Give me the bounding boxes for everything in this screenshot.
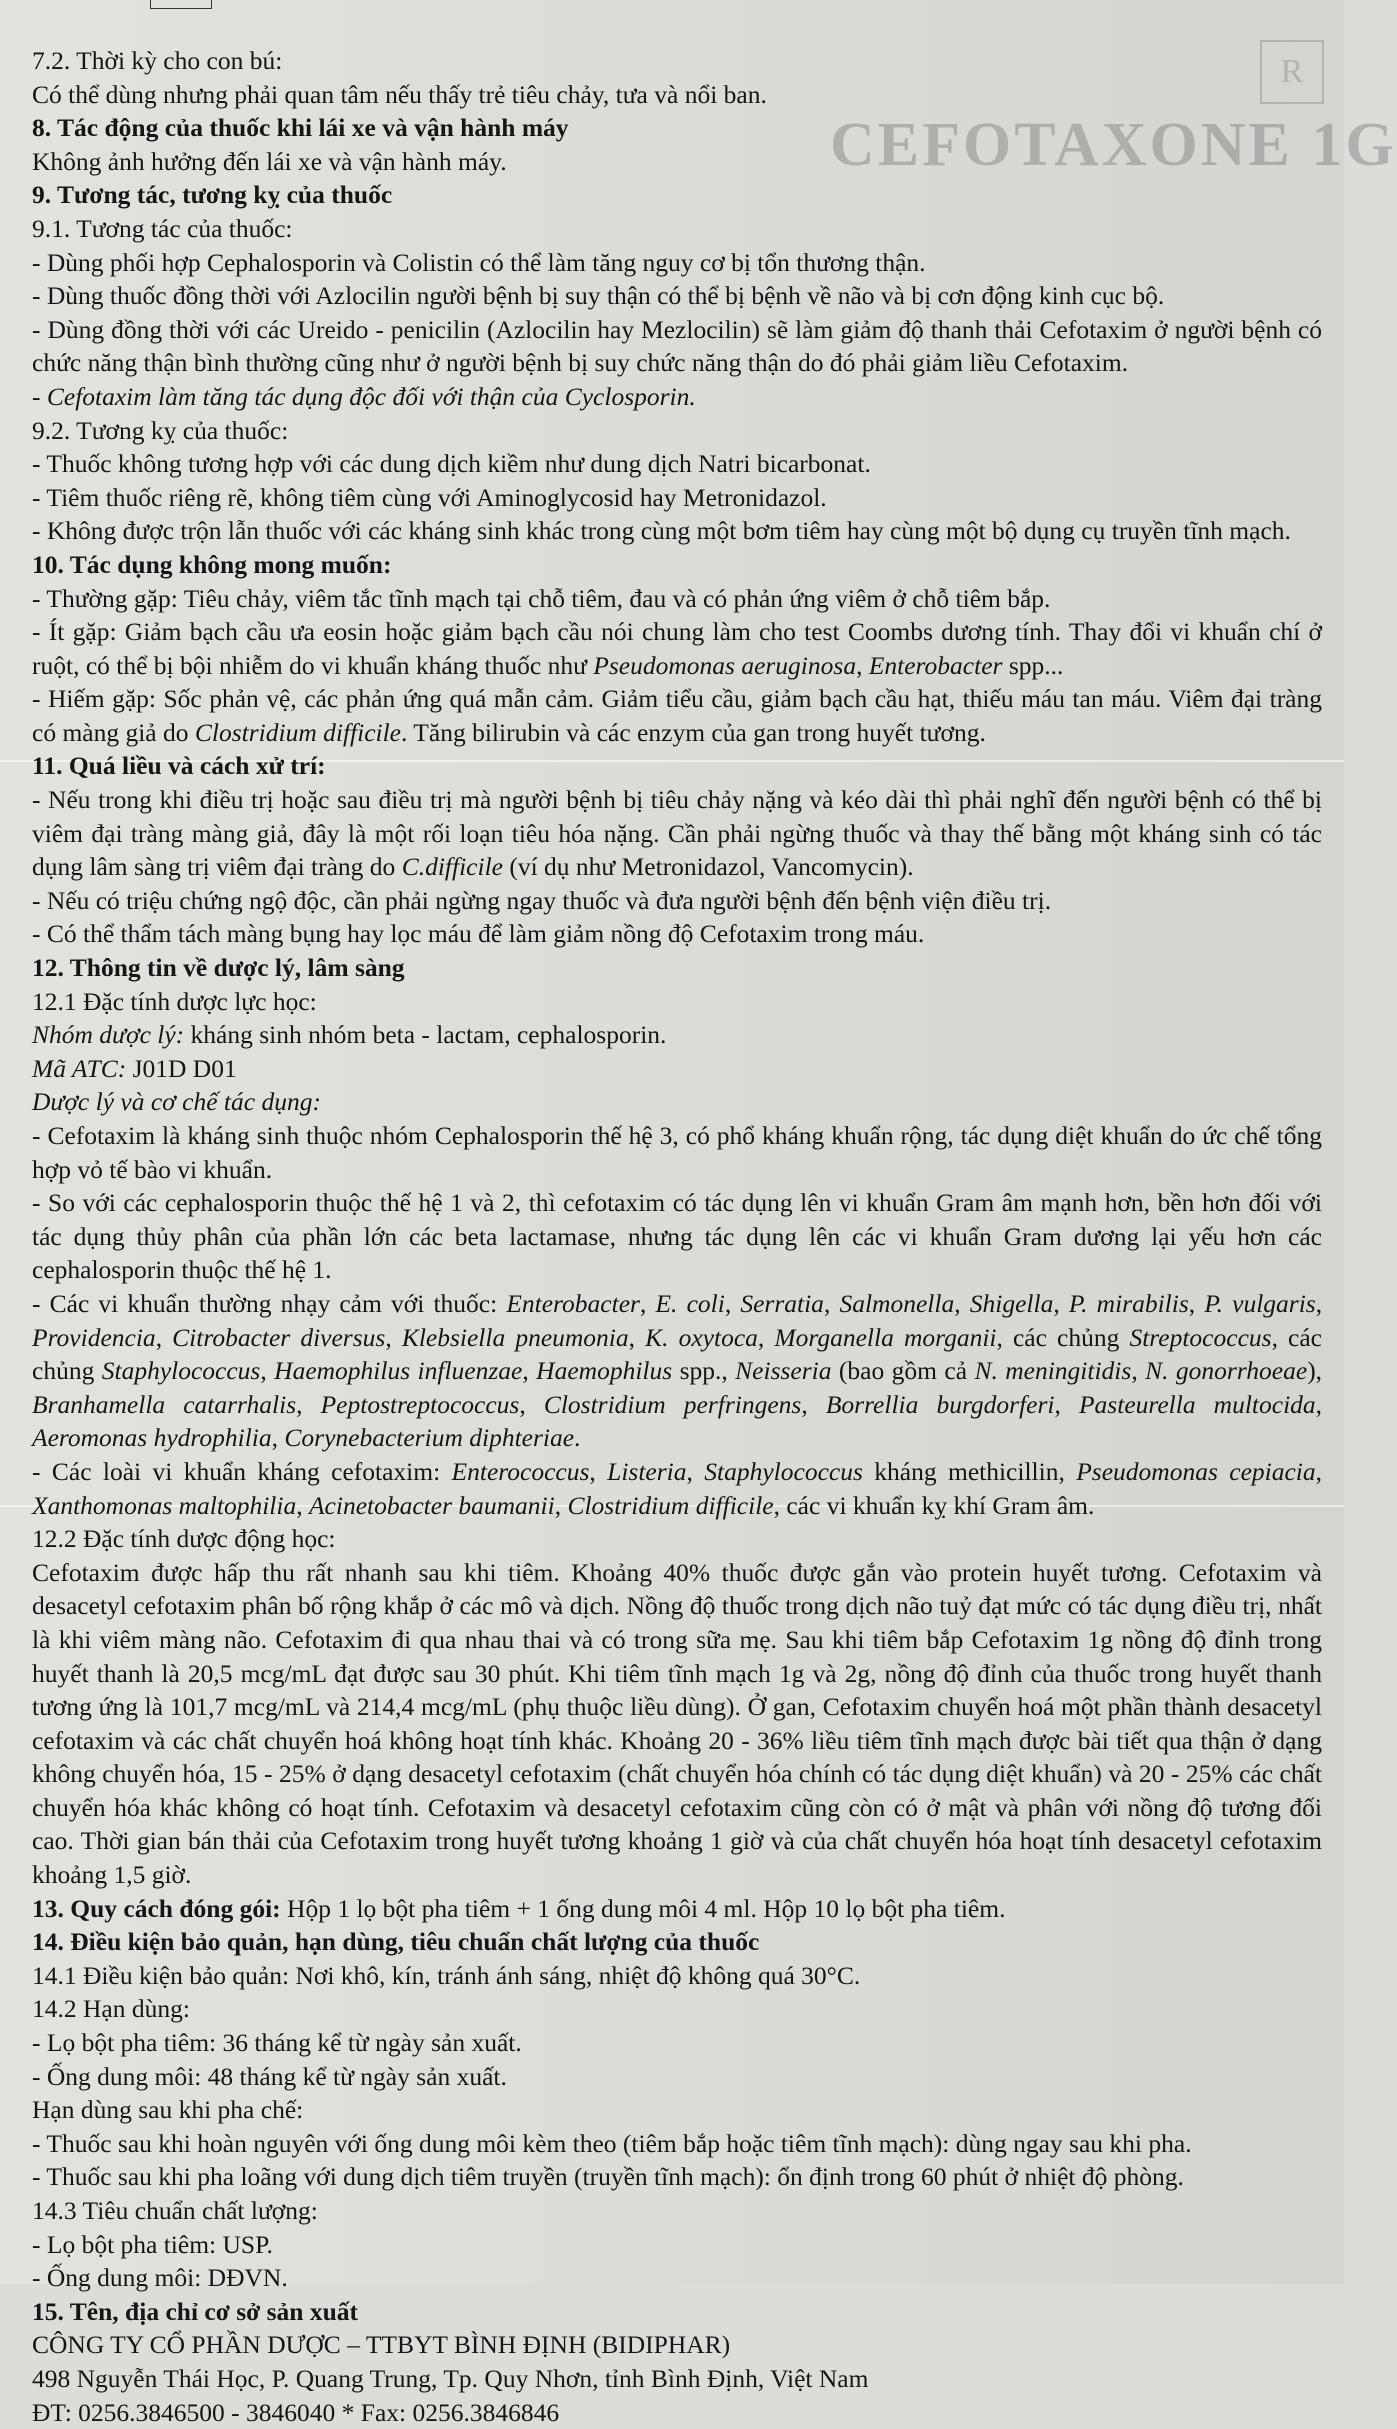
text-line: 498 Nguyễn Thái Học, P. Quang Trung, Tp. Quy Nhơn, tỉnh Bình Định, Việt Nam [32,2363,869,2393]
section-heading: 12. Thông tin về dược lý, lâm sàng [32,953,405,983]
rx-mark: R [1260,40,1324,104]
section-heading: 14. Điều kiện bảo quản, hạn dùng, tiêu chuẩn chất lượng của thuốc [32,1927,760,1957]
text-line: Nhóm dược lý: kháng sinh nhóm beta - lactam, cephalosporin. [32,1020,667,1050]
text-line: - Có thể thẩm tách màng bụng hay lọc máu để làm giảm nồng độ Cefotaxim trong máu. [32,919,925,949]
section-heading: 15. Tên, địa chỉ cơ sở sản xuất [32,2296,359,2326]
text-line: 9.1. Tương tác của thuốc: [32,213,293,243]
text-line: 14.1 Điều kiện bảo quản: Nơi khô, kín, tránh ánh sáng, nhiệt độ không quá 30°C. [32,1960,861,1990]
text-line: CÔNG TY CỔ PHẦN DƯỢC – TTBYT BÌNH ĐỊNH (BIDIPHAR) [32,2330,731,2360]
italic-line: - Cefotaxim làm tăng tác dụng độc đối với thận của Cyclosporin. [32,381,696,411]
text-line: - Thường gặp: Tiêu chảy, viêm tắc tĩnh mạch tại chỗ tiêm, đau và có phản ứng viêm ở chỗ tiêm bắp. [32,583,1051,613]
text-line: - Thuốc sau khi hoàn nguyên với ống dung môi kèm theo (tiêm bắp hoặc tiêm tĩnh mạch): dùng ngay sau khi pha. [32,2128,1192,2158]
paragraph: - Ít gặp: Giảm bạch cầu ưa eosin hoặc giảm bạch cầu nói chung làm cho test Coombs dương tính. Thay đổi vi khuẩn chí ở ruột, có thể bị bội nhiễm do vi khuẩn kháng thuốc như Pseudomonas aeruginosa, Enterobacter spp... [32,617,1322,680]
section-heading: 10. Tác dụng không mong muốn: [32,549,392,579]
text-line: - Thuốc không tương hợp với các dung dịch kiềm như dung dịch Natri bicarbonat. [32,449,871,479]
section-heading: 11. Quá liều và cách xử trí: [32,751,326,781]
text-line: - Nếu có triệu chứng ngộ độc, cần phải ngừng ngay thuốc và đưa người bệnh đến bệnh viện điều trị. [32,885,1052,915]
text-line: 7.2. Thời kỳ cho con bú: [32,46,283,75]
text-line: Hạn dùng sau khi pha chế: [32,2095,304,2125]
text-line: - Ống dung môi: DĐVN. [32,2263,288,2293]
text-line: Mã ATC: J01D D01 [32,1053,237,1083]
text-line: 12.2 Đặc tính dược động học: [32,1524,336,1554]
paragraph: Cefotaxim được hấp thu rất nhanh sau khi tiêm. Khoảng 40% thuốc được gắn vào protein huyết tương. Cefotaxim và desacetyl cefotaxim phân bố rộng khắp ở các mô và dịch. Nồng độ thuốc trong dịch não tuỷ đạt mức có tác dụng điều trị, nhất là khi viêm màng não. Cefotaxim đi qua nhau thai và có trong sữa mẹ. Sau khi tiêm bắp Cefotaxim 1g nồng độ đỉnh trong huyết thanh là 20,5 mcg/mL đạt được sau 30 phút. Khi tiêm tĩnh mạch 1g và 2g, nồng độ đỉnh của thuốc trong huyết thanh tương ứng là 101,7 mcg/mL và 214,4 mcg/mL (phụ thuộc liều dùng). Ở gan, Cefotaxim chuyển hoá một phần thành desacetyl cefotaxim và các chất chuyển hoá không hoạt tính khác. Khoảng 20 - 36% liều tiêm tĩnh mạch được bài tiết qua thận ở dạng không chuyển hóa, 15 - 25% ở dạng desacetyl cefotaxim (chất chuyển hóa chính có tác dụng diệt khuẩn) và 20 - 25% các chất chuyển hóa khác không có hoạt tính. Cefotaxim và desacetyl cefotaxim cũng còn có ở mật và phân với nồng độ tương đối cao. Thời gian bán thải của Cefotaxim trong huyết tương khoảng 1 giờ và của chất chuyển hóa hoạt tính desacetyl cefotaxim khoảng 1,5 giờ. [32,1557,1322,1890]
text-line: 13. Quy cách đóng gói: Hộp 1 lọ bột pha tiêm + 1 ống dung môi 4 ml. Hộp 10 lọ bột pha tiêm. [32,1893,1006,1923]
paragraph: - Nếu trong khi điều trị hoặc sau điều trị mà người bệnh bị tiêu chảy nặng và kéo dài thì phải nghĩ đến người bệnh có thể bị viêm đại tràng màng giả, đây là một rối loạn tiêu hóa nặng. Cần phải ngừng thuốc và thay thế bằng một kháng sinh có tác dụng lâm sàng trị viêm đại tràng do C.difficile (ví dụ như Metronidazol, Vancomycin). [32,785,1322,882]
text-line: - Lọ bột pha tiêm: 36 tháng kể từ ngày sản xuất. [32,2028,522,2058]
text-line: - Dùng phối hợp Cephalosporin và Colistin có thể làm tăng nguy cơ bị tổn thương thận. [32,247,926,277]
text-line: Không ảnh hưởng đến lái xe và vận hành máy. [32,146,507,176]
text-line: 12.1 Đặc tính dược lực học: [32,986,317,1016]
paragraph: - Các vi khuẩn thường nhạy cảm với thuốc: Enterobacter, E. coli, Serratia, Salmonella, Shigella, P. mirabilis, P. vulgaris, Providencia, Citrobacter diversus, Klebsiella pneumonia, K. oxytoca, Morganella morganii, các chủng Streptococcus, các chủng Staphylococcus, Haemophilus influenzae, Haemophilus spp., Neisseria (bao gồm cả N. meningitidis, N. gonorrhoeae), Branhamella catarrhalis, Peptostreptococcus, Clostridium perfringens, Borrellia burgdorferi, Pasteurella multocida, Aeromonas hydrophilia, Corynebacterium diphteriae. [32,1288,1323,1453]
text-line: 14.2 Hạn dùng: [32,1994,190,2024]
backside-title: CEFOTAXONE 1G [830,111,1397,179]
text-line: - Tiêm thuốc riêng rẽ, không tiêm cùng với Aminoglycosid hay Metronidazol. [32,482,827,512]
fold-mark [150,0,212,9]
text-line: - Thuốc sau khi pha loãng với dung dịch tiêm truyền (truyền tĩnh mạch): ổn định trong 60 phút ở nhiệt độ phòng. [32,2162,1184,2192]
paragraph: - So với các cephalosporin thuộc thế hệ 1 và 2, thì cefotaxim có tác dụng lên vi khuẩn Gram âm mạnh hơn, bền hơn đối với tác dụng thủy phân của phần lớn các beta lactamase, nhưng tác dụng lên các vi khuẩn Gram dương lại yếu hơn các cephalosporin thuộc thế hệ 1. [32,1188,1322,1285]
text-line: ĐT: 0256.3846500 - 3846040 * Fax: 0256.3846846 [32,2397,560,2427]
text-line: - Ống dung môi: 48 tháng kể từ ngày sản xuất. [32,2061,507,2091]
text-line: - Lọ bột pha tiêm: USP. [32,2229,273,2259]
paragraph: - Các loài vi khuẩn kháng cefotaxim: Enterococcus, Listeria, Staphylococcus kháng methicillin, Pseudomonas cepiacia, Xanthomonas maltophilia, Acinetobacter baumanii, Clostridium difficile, các vi khuẩn kỵ khí Gram âm. [32,1456,1323,1520]
leaflet-text [32,44,1322,2429]
paragraph: - Hiếm gặp: Sốc phản vệ, các phản ứng quá mẫn cảm. Giảm tiểu cầu, giảm bạch cầu hạt, thiếu máu tan máu. Viêm đại tràng có màng giả do Clostridium difficile. Tăng bilirubin và các enzym của gan trong huyết tương. [32,684,1322,747]
italic-line: Dược lý và cơ chế tác dụng: [32,1087,321,1117]
text-line: Có thể dùng nhưng phải quan tâm nếu thấy trẻ tiêu chảy, tưa và nổi ban. [32,79,767,109]
paragraph: - Không được trộn lẫn thuốc với các kháng sinh khác trong cùng một bơm tiêm hay cùng một bộ dụng cụ truyền tĩnh mạch. [32,516,1291,546]
paragraph: - Cefotaxim là kháng sinh thuộc nhóm Cephalosporin thế hệ 3, có phổ kháng khuẩn rộng, tác dụng diệt khuẩn do ức chế tổng hợp vỏ tế bào vi khuẩn. [32,1121,1322,1184]
section-heading: 9. Tương tác, tương kỵ của thuốc [32,180,393,210]
paragraph: - Dùng đồng thời với các Ureido - penicilin (Azlocilin hay Mezlocilin) sẽ làm giảm độ thanh thải Cefotaxim ở người bệnh có chức năng thận bình thường cũng như ở người bệnh bị suy chức năng thận do đó phải giảm liều Cefotaxim. [32,314,1322,378]
section-heading: 8. Tác động của thuốc khi lái xe và vận hành máy [32,113,569,143]
text-line: 9.2. Tương kỵ của thuốc: [32,415,289,445]
text-line: - Dùng thuốc đồng thời với Azlocilin người bệnh bị suy thận có thể bị bệnh về não và bị cơn động kinh cục bộ. [32,281,1165,311]
text-line: 14.3 Tiêu chuẩn chất lượng: [32,2196,318,2225]
